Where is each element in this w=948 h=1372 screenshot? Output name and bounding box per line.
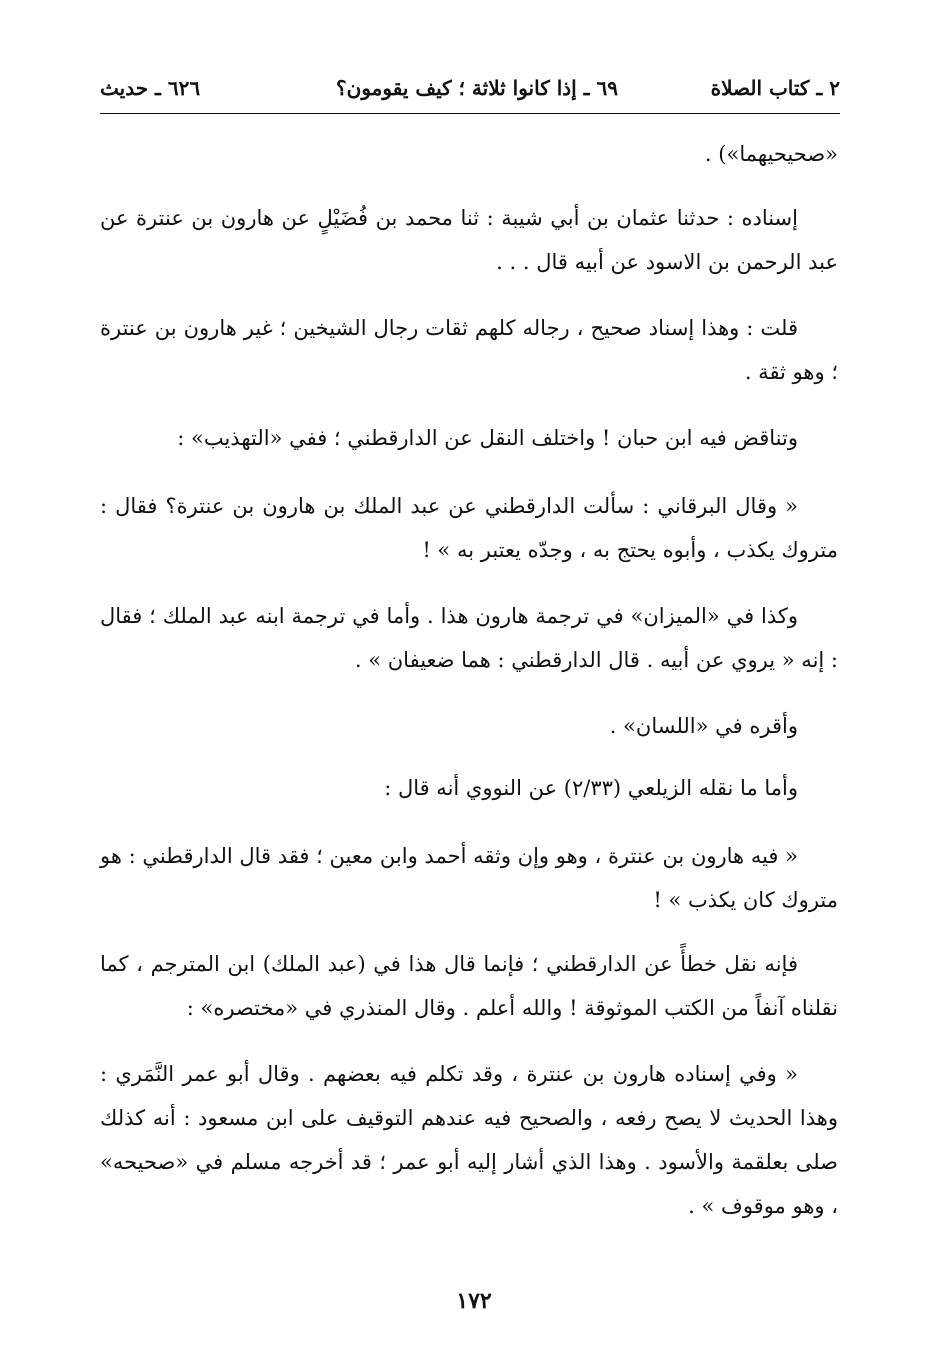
header-chapter-title: ٦٩ ـ إذا كانوا ثلاثة ؛ كيف يقومون؟ <box>336 76 618 100</box>
paragraph-9: « فيه هارون بن عنترة ، وهو وإن وثقه أحمد وابن معين ؛ فقد قال الدارقطني : هو متروك كان يكذب » ! <box>100 844 838 912</box>
paragraph-11: « وفي إسناده هارون بن عنترة ، وقد تكلم فيه بعضهم . وقال أبو عمر النَّمَري : وهذا الحديث لا يصح رفعه ، والصحيح فيه عندهم التوقيف على ابن مسعود : أنه كذلك صلى بعلقمة والأسود . وهذا الذي أشار إليه أبو عمر ؛ قد أخرجه مسلم في «صحيحه» ، وهو موقوف » . <box>100 1062 838 1218</box>
paragraph-7: وأقره في «اللسان» . <box>609 714 798 738</box>
running-header <box>100 72 840 106</box>
paragraph-10: فإنه نقل خطأً عن الدارقطني ؛ فإنما قال هذا في (عبد الملك) ابن المترجم ، كما نقلناه آنفاً من الكتب الموثوقة ! والله أعلم . وقال المنذري في «مختصره» : <box>100 952 838 1020</box>
header-divider <box>100 113 840 114</box>
paragraph-5: « وقال البرقاني : سألت الدارقطني عن عبد الملك بن هارون بن عنترة؟ فقال : متروك يكذب ، وأبوه يحتج به ، وجدّه يعتبر به » ! <box>100 494 838 562</box>
paragraph-6: وكذا في «الميزان» في ترجمة هارون هذا . وأما في ترجمة ابنه عبد الملك ؛ فقال : إنه « يروي عن أبيه . قال الدارقطني : هما ضعيفان » . <box>100 604 838 672</box>
paragraph-8: وأما ما نقله الزيلعي (٢/٣٣) عن النووي أنه قال : <box>384 776 798 800</box>
paragraph-2: إسناده : حدثنا عثمان بن أبي شيبة : ثنا محمد بن فُضَيْلٍ عن هارون بن عنترة عن عبد الرحمن بن الاسود عن أبيه قال . . . <box>100 206 838 274</box>
paragraph-3: قلت : وهذا إسناد صحيح ، رجاله كلهم ثقات رجال الشيخين ؛ غير هارون بن عنترة ؛ وهو ثقة . <box>100 316 838 384</box>
paragraph-4: وتناقض فيه ابن حبان ! واختلف النقل عن الدارقطني ؛ ففي «التهذيب» : <box>177 426 798 450</box>
page-number: ١٧٢ <box>456 1288 492 1314</box>
header-hadith-number: ٦٢٦ ـ حديث <box>100 76 201 100</box>
header-book-title: ٢ ـ كتاب الصلاة <box>710 76 840 100</box>
paragraph-1: «صحيحيهما») . <box>704 142 838 166</box>
